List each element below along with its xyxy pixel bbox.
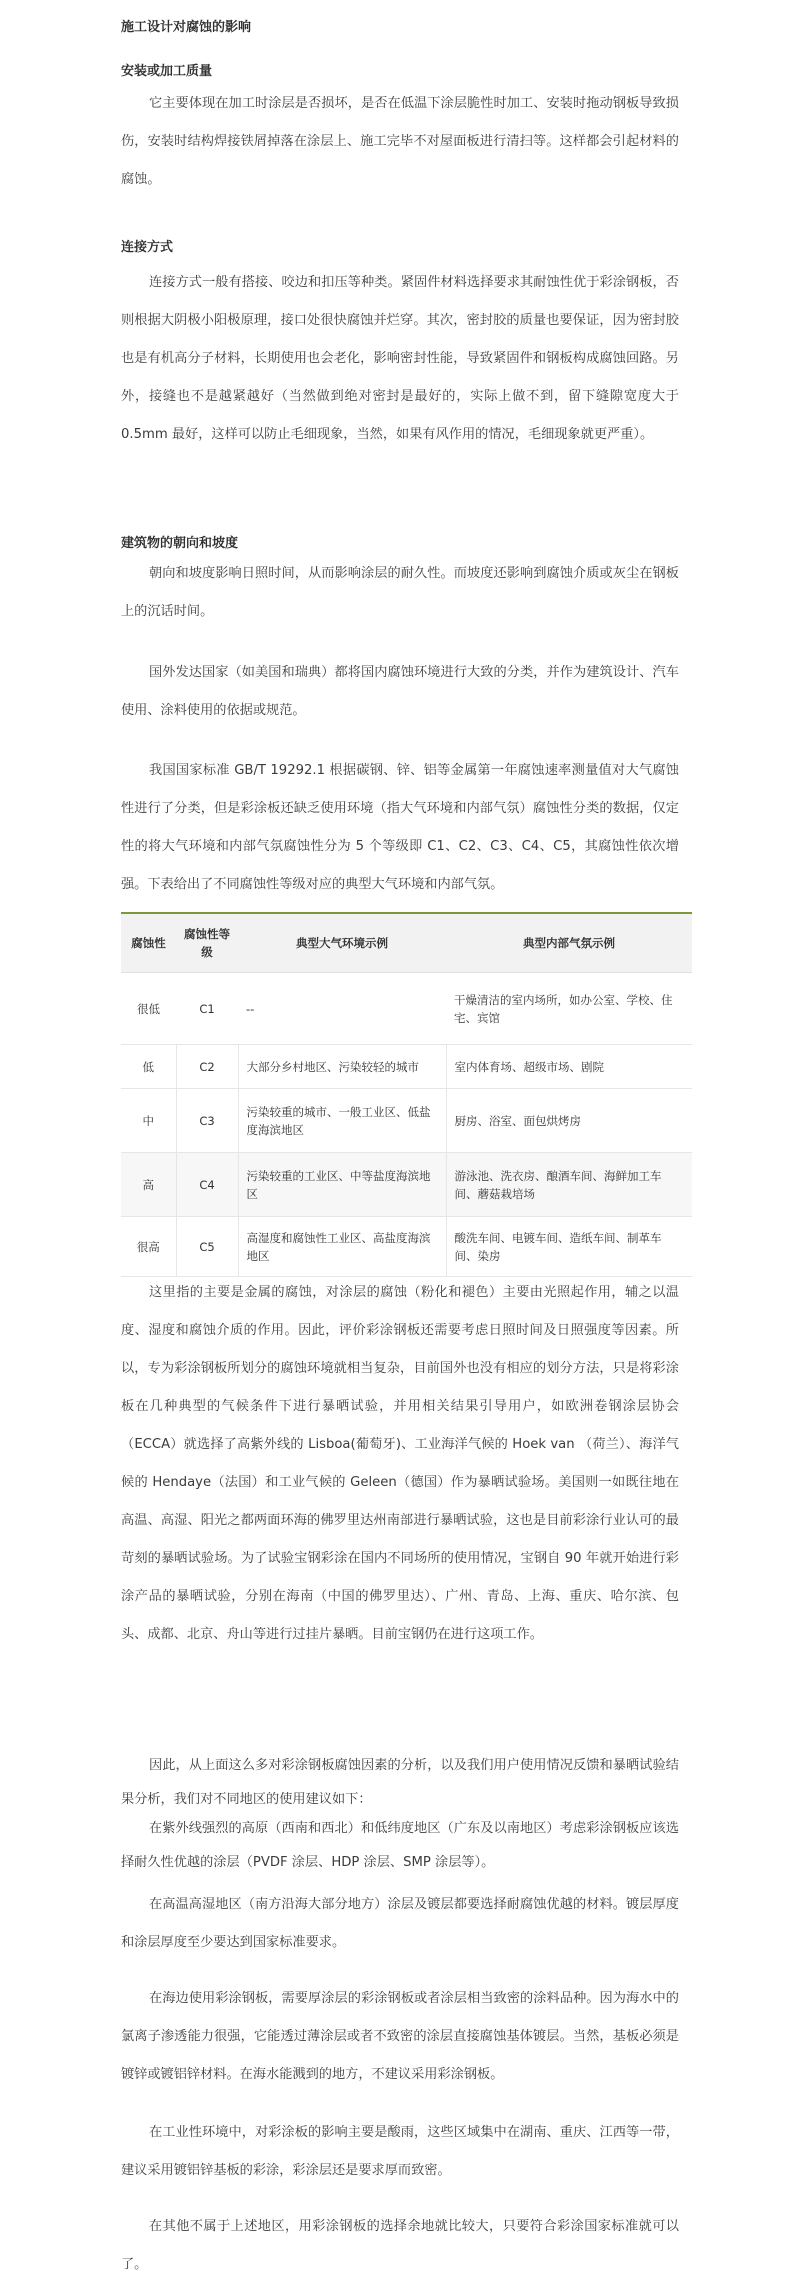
header-interior: 典型内部气氛示例 bbox=[446, 913, 692, 973]
article-title: 施工设计对腐蚀的影响 bbox=[121, 20, 252, 35]
cell-corrosivity: 高 bbox=[121, 1153, 176, 1217]
paragraph-recommend-industrial: 在工业性环境中，对彩涂板的影响主要是酸雨，这些区域集中在湖南、重庆、江西等一带，建议采用镀铝锌基板的彩涂，彩涂层还是要求厚而致密。 bbox=[121, 2125, 679, 2178]
cell-grade: C2 bbox=[176, 1045, 238, 1089]
paragraph-connection: 连接方式一般有搭接、咬边和扣压等种类。紧固件材料选择要求其耐蚀性优于彩涂钢板，否则根据大阴极小阳极原理，接口处很快腐蚀并烂穿。其次，密封胶的质量也要保证，因为密封胶也是有机高分子材料，长期使用也会老化，影响密封性能，导致紧固件和钢板构成腐蚀回路。另外，接缝也不是越紧越好（当然做到绝对密封是最好的，实际上做不到，留下缝隙宽度大于 0.5mm 最好，这样可以防止毛细现象，当然，如果有风作用的情况，毛细现象就更严重）。 bbox=[121, 275, 679, 442]
header-atmosphere: 典型大气环境示例 bbox=[238, 913, 446, 973]
cell-grade: C3 bbox=[176, 1089, 238, 1153]
paragraph-recommend-other: 在其他不属于上述地区，用彩涂钢板的选择余地就比较大，只要符合彩涂国家标准就可以了。 bbox=[121, 2219, 679, 2272]
cell-corrosivity: 很低 bbox=[121, 973, 176, 1045]
section-heading-connection: 连接方式 bbox=[121, 240, 174, 255]
cell-corrosivity: 低 bbox=[121, 1045, 176, 1089]
paragraph-metal-corrosion: 这里指的主要是金属的腐蚀，对涂层的腐蚀（粉化和褪色）主要由光照起作用，辅之以温度、湿度和腐蚀介质的作用。因此，评价彩涂钢板还需要考虑日照时间及日照强度等因素。所以，专为彩涂钢板所划分的腐蚀环境就相当复杂，目前国外也没有相应的划分方法，只是将彩涂板在几种典型的气候条件下进行暴晒试验，并用相关结果引导用户，如欧洲卷钢涂层协会（ECCA）就选择了高紫外线的 Lisboa(葡萄牙)、工业海洋气候的 Hoek van （荷兰）、海洋气候的 Hendaye（法国）和工业气候的 Geleen（德国）作为暴晒试验场。美国则一如既往地在高温、高湿、阳光之都两面环海的佛罗里达州南部进行暴晒试验，这也是目前彩涂行业认可的最苛刻的暴晒试验场。为了试验宝钢彩涂在国内不同场所的使用情况，宝钢自 90 年就开始进行彩涂产品的暴晒试验，分别在海南（中国的佛罗里达）、广州、青岛、上海、重庆、哈尔滨、包头、成都、北京、舟山等进行过挂片暴晒。目前宝钢仍在进行这项工作。 bbox=[121, 1285, 679, 1642]
paragraph-national-standard: 我国国家标准 GB/T 19292.1 根据碳钢、锌、铝等金属第一年腐蚀速率测量值对大气腐蚀性进行了分类，但是彩涂板还缺乏使用环境（指大气环境和内部气氛）腐蚀性分类的数据，仅定性的将大气环境和内部气氛腐蚀性分为 5 个等级即 C1、C2、C3、C4、C5，其腐蚀性依次增强。下表给出了不同腐蚀性等级对应的典型大气环境和内部气氛。 bbox=[121, 763, 679, 892]
section-heading-orientation: 建筑物的朝向和坡度 bbox=[121, 536, 239, 551]
table-row bbox=[121, 1089, 692, 1153]
paragraph-recommend-humid: 在高温高湿地区（南方沿海大部分地方）涂层及镀层都要选择耐腐蚀优越的材料。镀层厚度和涂层厚度至少要达到国家标准要求。 bbox=[121, 1897, 679, 1950]
header-grade: 腐蚀性等级 bbox=[176, 913, 238, 973]
cell-atmosphere: 大部分乡村地区、污染较轻的城市 bbox=[238, 1045, 446, 1089]
paragraph-recommend-coastal: 在海边使用彩涂钢板，需要厚涂层的彩涂钢板或者涂层相当致密的涂料品种。因为海水中的氯离子渗透能力很强，它能透过薄涂层或者不致密的涂层直接腐蚀基体镀层。当然，基板必须是镀锌或镀铝锌材料。在海水能溅到的地方，不建议采用彩涂钢板。 bbox=[121, 1991, 679, 2082]
cell-atmosphere: 污染较重的城市、一般工业区、低盐度海滨地区 bbox=[238, 1089, 446, 1153]
cell-corrosivity: 很高 bbox=[121, 1217, 176, 1277]
section-heading-installation: 安装或加工质量 bbox=[121, 64, 213, 79]
cell-atmosphere: 高湿度和腐蚀性工业区、高盐度海滨地区 bbox=[238, 1217, 446, 1277]
cell-interior: 室内体育场、超级市场、剧院 bbox=[446, 1045, 692, 1089]
cell-interior: 干燥清洁的室内场所，如办公室、学校、住宅、宾馆 bbox=[446, 973, 692, 1045]
cell-grade: C1 bbox=[176, 973, 238, 1045]
paragraph-orientation: 朝向和坡度影响日照时间，从而影响涂层的耐久性。而坡度还影响到腐蚀介质或灰尘在钢板上的沉话时间。 bbox=[121, 566, 679, 619]
table-header-row bbox=[121, 913, 692, 973]
paragraph-recommend-uv: 在紫外线强烈的高原（西南和西北）和低纬度地区（广东及以南地区）考虑彩涂钢板应该选择耐久性优越的涂层（PVDF 涂层、HDP 涂层、SMP 涂层等）。 bbox=[121, 1821, 679, 1870]
header-corrosivity: 腐蚀性 bbox=[121, 913, 176, 973]
table-row bbox=[121, 1217, 692, 1277]
cell-interior: 厨房、浴室、面包烘烤房 bbox=[446, 1089, 692, 1153]
table-row bbox=[121, 1045, 692, 1089]
table-row bbox=[121, 973, 692, 1045]
paragraph-installation: 它主要体现在加工时涂层是否损坏，是否在低温下涂层脆性时加工、安装时拖动钢板导致损伤，安装时结构焊接铁屑掉落在涂层上、施工完毕不对屋面板进行清扫等。这样都会引起材料的腐蚀。 bbox=[121, 96, 679, 187]
cell-grade: C5 bbox=[176, 1217, 238, 1277]
cell-interior: 酸洗车间、电镀车间、造纸车间、制革车间、染房 bbox=[446, 1217, 692, 1277]
corrosivity-table bbox=[121, 912, 692, 1277]
paragraph-summary: 因此，从上面这么多对彩涂钢板腐蚀因素的分析，以及我们用户使用情况反馈和暴晒试验结果分析，我们对不同地区的使用建议如下： bbox=[121, 1758, 679, 1807]
paragraph-foreign-classification: 国外发达国家（如美国和瑞典）都将国内腐蚀环境进行大致的分类，并作为建筑设计、汽车使用、涂料使用的依据或规范。 bbox=[121, 665, 679, 718]
cell-atmosphere: 污染较重的工业区、中等盐度海滨地区 bbox=[238, 1153, 446, 1217]
cell-grade: C4 bbox=[176, 1153, 238, 1217]
cell-interior: 游泳池、洗衣房、酿酒车间、海鲜加工车间、蘑菇栽培场 bbox=[446, 1153, 692, 1217]
table-row bbox=[121, 1153, 692, 1217]
cell-corrosivity: 中 bbox=[121, 1089, 176, 1153]
cell-atmosphere: -- bbox=[238, 973, 446, 1045]
